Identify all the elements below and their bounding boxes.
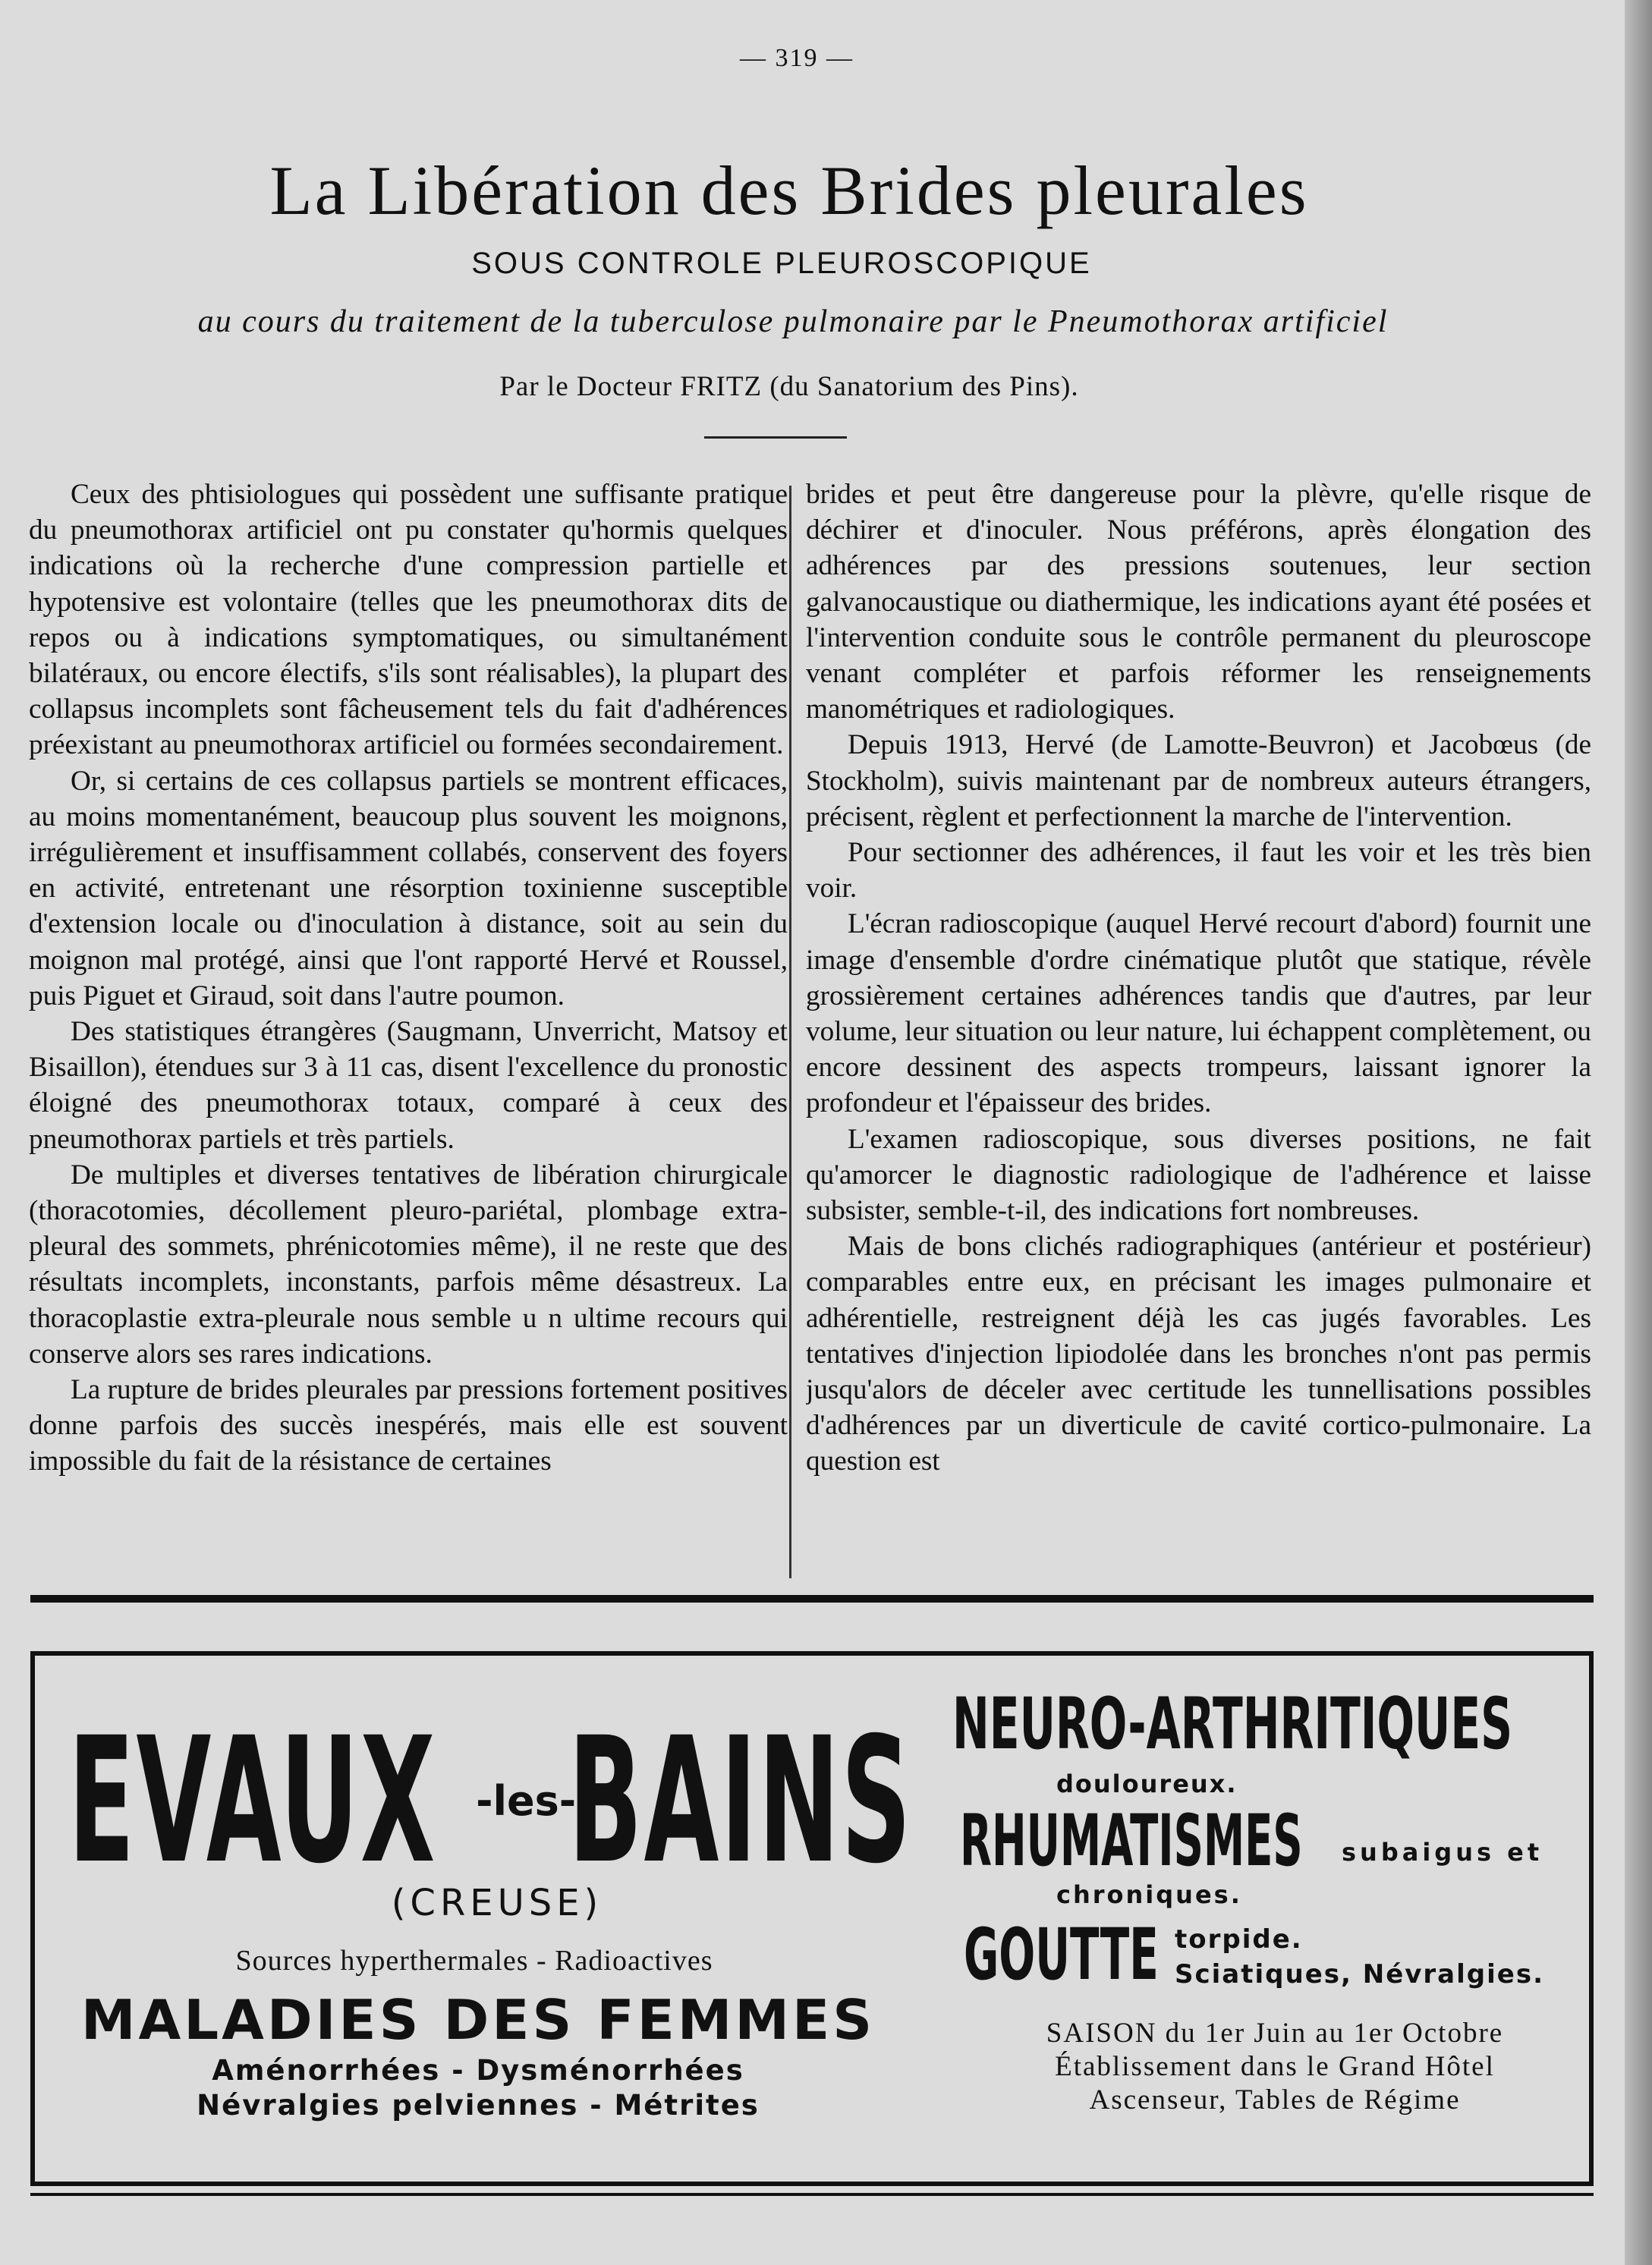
- ad-evaux: EVAUX: [68, 1700, 437, 1902]
- paragraph: Depuis 1913, Hervé (de Lamotte-Beuvron) et Jacobœus (de Stockholm), suivis maintenant par de nombreux auteurs étrangers, précisent, règlent et perfectionnent la marche de l'intervention.: [806, 729, 1591, 832]
- ad-torpide: torpide.: [1175, 1924, 1303, 1955]
- left-column: [29, 477, 788, 1584]
- right-column: [806, 477, 1591, 1584]
- article-byline: Par le Docteur FRITZ (du Sanatorium des Pins).: [499, 371, 1079, 402]
- ad-neuro-arthritiques: NEURO-ARTHRITIQUES: [952, 1683, 1513, 1766]
- ad-rhumatismes: RHUMATISMES: [960, 1800, 1303, 1883]
- ad-bains: BAINS: [568, 1700, 913, 1902]
- article-title: La Libération des Brides pleurales: [269, 152, 1309, 229]
- ad-saison: SAISON du 1er Juin au 1er Octobre: [1046, 2018, 1504, 2049]
- ad-season-info: [949, 2017, 1601, 2117]
- paragraph: Ceux des phtisiologues qui possèdent une suffisante pratique du pneumothorax artificiel ont pu constater qu'hormis quelques indications où la recherche d'une compression partielle et hypotensive est volontaire (telles que les pneumothorax dits de repos ou à indications symptomatiques, ou simultanément bilatéraux, ou encore électifs, s'ils sont réalisables), la plupart des collapsus incomplets sont fâcheusement tels du fait d'adhérences préexistant au pneumothorax artificiel ou formées secondairement.: [29, 479, 788, 761]
- article-subtitle-italic: au cours du traitement de la tuberculose pulmonaire par le Pneumothorax artificiel: [197, 304, 1389, 339]
- paragraph: Pour sectionner des adhérences, il faut les voir et les très bien voir.: [806, 837, 1591, 904]
- ad-subaigus: subaigus et: [1342, 1838, 1543, 1867]
- paragraph: brides et peut être dangereuse pour la plèvre, qu'elle risque de déchirer et d'inoculer. Nous préférons, après élongation des adhérences par des pressions soutenues, leur section galvanocaustique ou diathermique, les indications ayant été posées et l'intervention conduite sous le contrôle permanent du pleuroscope venant compléter et parfois réformer les renseignements manométriques et radiologiques.: [806, 479, 1591, 725]
- article-subtitle: SOUS CONTROLE PLEUROSCOPIQUE: [471, 247, 1092, 280]
- ad-symptoms-line-1: Aménorrhées - Dysménorrhées: [212, 2054, 744, 2087]
- paragraph: Des statistiques étrangères (Saugmann, Unverricht, Matsoy et Bisaillon), étendues sur 3 à 11 cas, disent l'excellence du pronostic éloigné des pneumothorax totaux, comparé à ceux des pneumothorax partiels et très partiels.: [29, 1016, 788, 1155]
- ad-douloureux: douloureux.: [1056, 1770, 1238, 1798]
- ad-etablissement: Établissement dans le Grand Hôtel: [1055, 2051, 1495, 2082]
- paragraph: La rupture de brides pleurales par pressions fortement positives donne parfois des succès inespérés, mais elle est souvent impossible du fait de la résistance de certaines: [29, 1374, 788, 1477]
- ad-creuse: (CREUSE): [391, 1882, 603, 1924]
- ad-sciatiques: Sciatiques, Névralgies.: [1175, 1959, 1544, 1990]
- ad-maladies-des-femmes: MALADIES DES FEMMES: [80, 1988, 876, 2052]
- paragraph: Or, si certains de ces collapsus partiels se montrent efficaces, au moins momentanément, beaucoup plus souvent les moignons, irrégulièrement et insuffisamment collabés, conservent des foyers en activité, entretenant une résorption toxinienne susceptible d'extension locale ou d'inoculation à distance, soit au sein du moignon mal protégé, ainsi que l'ont rapporté Hervé et Roussel, puis Piguet et Giraud, soit dans l'autre poumon.: [29, 765, 788, 1011]
- ad-symptoms: [137, 2053, 820, 2123]
- column-divider: [789, 486, 791, 1578]
- ad-evaux-les-bains: [68, 1691, 913, 1911]
- ad-ascenseur: Ascenseur, Tables de Régime: [1089, 2084, 1461, 2116]
- ad-les: -les-: [476, 1776, 577, 1825]
- paragraph: Mais de bons clichés radiographiques (antérieur et postérieur) comparables entre eux, en précisant les images pulmonaire et adhérentielle, restreignent déjà les cas jugés favorables. Les tentatives d'injection lipiodolée dans les bronches n'ont pas permis jusqu'alors de déceler avec certitude les tunnellisations possibles d'adhérences par un diverticule de cavité cortico-pulmonaire. La question est: [806, 1231, 1591, 1477]
- ad-chroniques: chroniques.: [1056, 1880, 1242, 1909]
- ad-goutte: GOUTTE: [964, 1914, 1159, 1996]
- ad-sources: Sources hyperthermales - Radioactives: [235, 1945, 713, 1977]
- page-number: — 319 —: [740, 44, 854, 72]
- title-rule: [704, 436, 847, 439]
- advertisement-bottom-rule: [30, 2193, 1594, 2196]
- page-edge: [1625, 0, 1652, 2265]
- paragraph: De multiples et diverses tentatives de libération chirurgicale (thoracotomies, décollement pleuro-pariétal, plombage extra-pleural des sommets, phrénicotomies même), il ne reste que des résultats incomplets, inconstants, parfois même désastreux. La thoracoplastie extra-pleurale nous semble u n ultime recours qui conserve alors ses rares indications.: [29, 1159, 788, 1370]
- ad-symptoms-line-2: Névralgies pelviennes - Métrites: [197, 2089, 760, 2122]
- paragraph: L'examen radioscopique, sous diverses positions, ne fait qu'amorcer le diagnostic radiologique de l'adhérence et laisse subsister, semble-t-il, des indications fort nombreuses.: [806, 1123, 1591, 1227]
- advertisement-top-rule: [30, 1595, 1594, 1603]
- paragraph: L'écran radioscopique (auquel Hervé recourt d'abord) fournit une image d'ensemble d'ordre cinématique plutôt que statique, révèle grossièrement certaines adhérences tandis que d'autres, par leur volume, leur situation ou leur nature, lui échappent complètement, ou encore dessinent des aspects trompeurs, laissant ignorer la profondeur et l'épaisseur des brides.: [806, 908, 1591, 1119]
